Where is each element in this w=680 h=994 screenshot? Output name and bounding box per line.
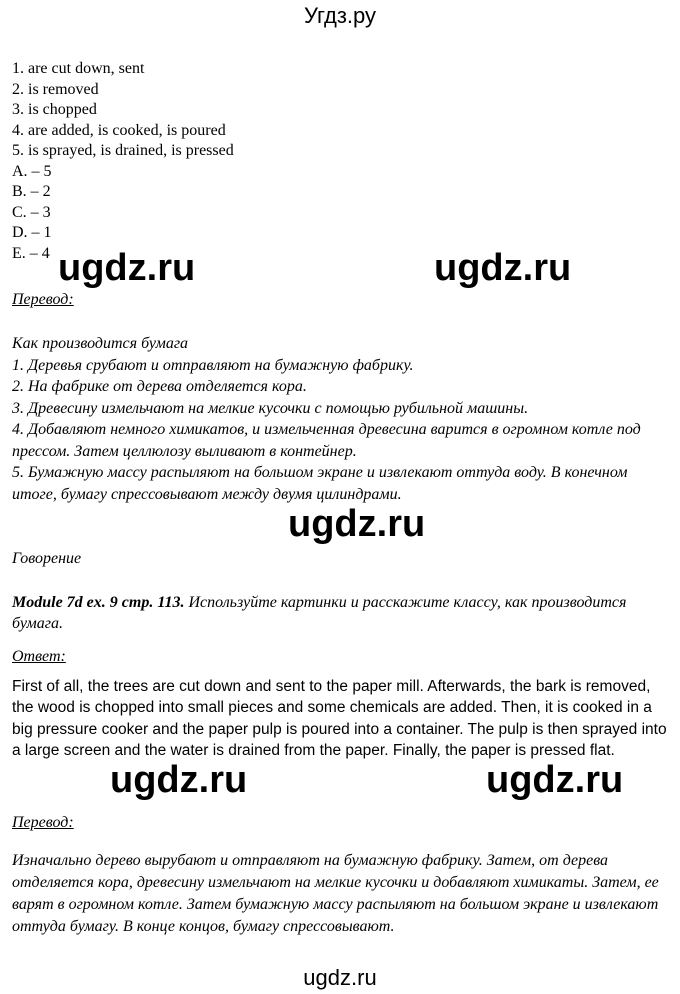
watermark: ugdz.ru xyxy=(486,759,624,801)
answer-item: A. – 5 xyxy=(12,162,52,180)
task-reference: Module 7d ex. 9 стр. 113. xyxy=(12,594,185,611)
translation-title: Как производится бумага xyxy=(12,335,189,352)
translation-line: 2. На фабрике от дерева отделяется кора. xyxy=(12,378,307,395)
answer-item: B. – 2 xyxy=(12,183,51,200)
answer-item: E. – 4 xyxy=(12,244,50,262)
answer-heading: Ответ: xyxy=(12,648,66,665)
translation-line: 5. Бумажную массу распыляют на большом экране и извлекают оттуда воду. В конечном итоге, бумагу спрессовывают между двумя цилиндрами. xyxy=(12,464,628,503)
watermark: ugdz.ru xyxy=(58,247,196,289)
translation-line: 1. Деревья срубают и отправляют на бумажную фабрику. xyxy=(12,356,414,374)
watermark: ugdz.ru xyxy=(288,503,426,545)
answer-item: 4. are added, is cooked, is poured xyxy=(12,121,226,139)
translation-text: Изначально дерево вырубают и отправляют на бумажную фабрику. Затем, от дерева отделяется кора, древесину измельчают на мелкие кусочки и добавляют химикаты. Затем, ее варят в огромном котле. Затем бумажную массу распыляют на большом экране и извлекают оттуда бумагу. В конце концов, бумагу спрессовывают. xyxy=(12,852,659,935)
translation-heading: Перевод: xyxy=(12,291,74,308)
site-title: Угдз.ру xyxy=(303,3,377,28)
answer-item: D. – 1 xyxy=(12,224,52,241)
translation-line: 4. Добавляют немного химикатов, и измельченная древесина варится в огромном котле под прессом. Затем целлюлозу выливают в контейнер. xyxy=(12,421,641,460)
speaking-heading: Говорение xyxy=(12,550,82,567)
answer-item: 2. is removed xyxy=(12,80,99,98)
answer-item: 5. is sprayed, is drained, is pressed xyxy=(12,142,234,159)
answer-item: 1. are cut down, sent xyxy=(12,60,145,77)
translation-block xyxy=(12,333,672,505)
answer-item: 3. is chopped xyxy=(12,101,97,118)
answer-list xyxy=(12,59,234,264)
task-description xyxy=(12,592,652,634)
translation-line: 3. Древесину измельчают на мелкие кусочки с помощью рубильной машины. xyxy=(12,399,529,417)
watermark: ugdz.ru xyxy=(110,759,248,801)
watermark: ugdz.ru xyxy=(434,247,572,289)
task-text: Используйте картинки и расскажите классу, как производится бумага. xyxy=(12,594,627,632)
answer-item: C. – 3 xyxy=(12,203,51,221)
translation-heading: Перевод: xyxy=(12,814,74,831)
site-footer: ugdz.ru xyxy=(303,965,377,990)
answer-text: First of all, the trees are cut down and sent to the paper mill. Afterwards, the bark is removed, the wood is chopped into small pieces and some chemicals are added. Then, it is cooked in a big pressure cooker and the paper pulp is poured into a container. The pulp is then sprayed into a large screen and the water is drained from the paper. Finally, the paper is pressed flat. xyxy=(12,678,667,759)
